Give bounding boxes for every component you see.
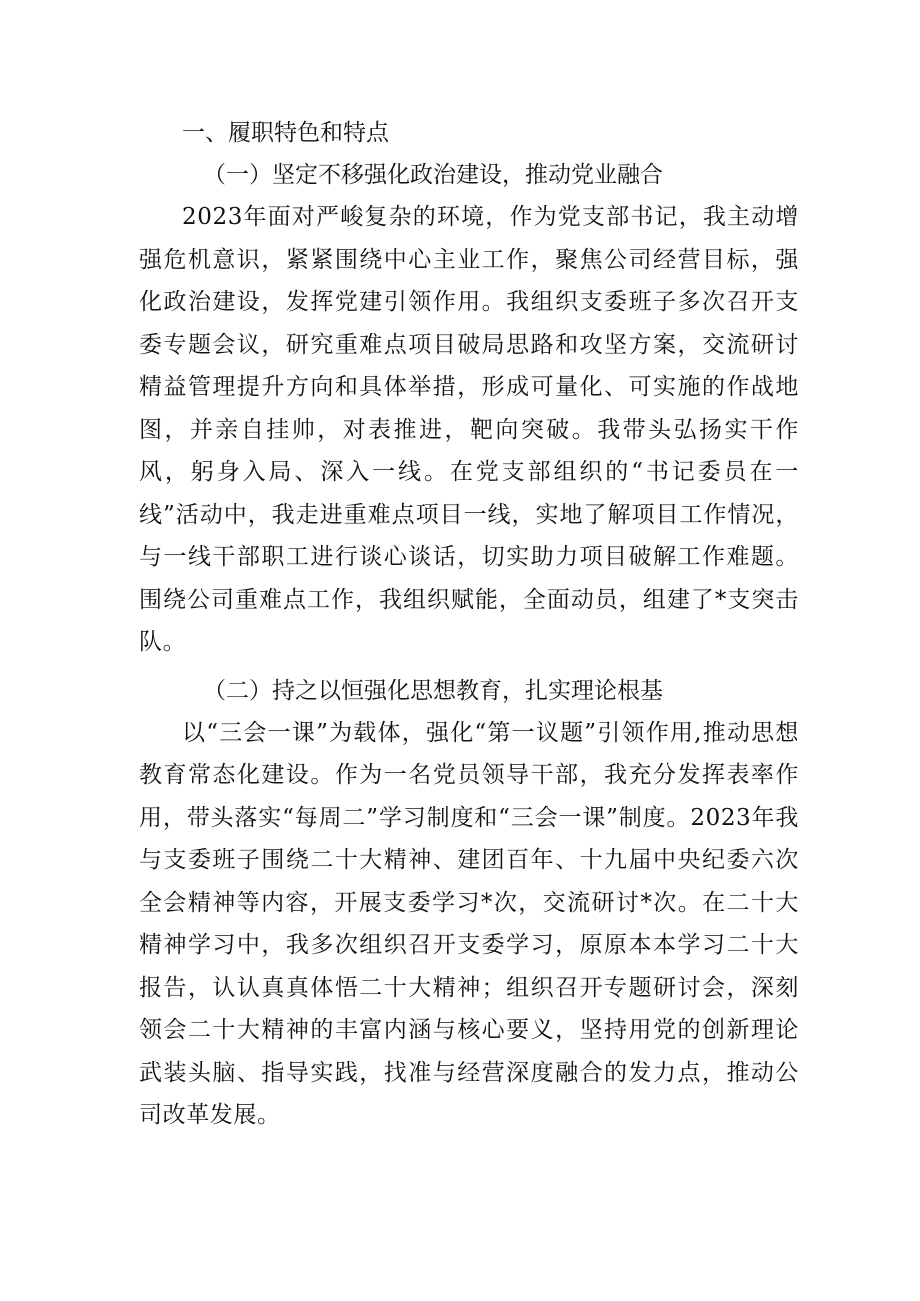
subsection-1-paragraph: 2023年面对严峻复杂的环境，作为党支部书记，我主动增强危机意识，紧紧围绕中心主业工作，聚焦公司经营目标，强化政治建设，发挥党建引领作用。我组织支委班子多次召开支委专题会议，研究重难点项目破局思路和攻坚方案，交流研讨精益管理提升方向和具体举措，形成可量化、可实施的作战地图，并亲自挂帅，对表推进，靶向突破。我带头弘扬实干作风，躬身入局、深入一线。在党支部组织的“书记委员在一线”活动中，我走进重难点项目一线，实地了解项目工作情况，与一线干部职工进行谈心谈话，切实助力项目破解工作难题。围绕公司重难点工作，我组织赋能，全面动员，组建了*支突击队。 — [139, 204, 799, 655]
document-body — [139, 112, 799, 1137]
section-title: 一、履职特色和特点 — [182, 120, 389, 146]
subsection-2-heading: （二）持之以恒强化思想教育，扎实理论根基 — [203, 677, 663, 704]
subsection-2-paragraph: 以“三会一课”为载体，强化“第一议题”引领作用,推动思想教育常态化建设。作为一名党员领导干部，我充分发挥表率作用，带头落实“每周二”学习制度和“三会一课”制度。2023年我与支委班子围绕二十大精神、建团百年、十九届中央纪委六次全会精神等内容，开展支委学习*次，交流研讨*次。在二十大精神学习中，我多次组织召开支委学习，原原本本学习二十大报告，认认真真体悟二十大精神；组织召开专题研讨会，深刻领会二十大精神的丰富内涵与核心要义，坚持用党的创新理论武装头脑、指导实践，找准与经营深度融合的发力点，推动公司改革发展。 — [139, 719, 799, 1128]
subsection-1-heading: （一）坚定不移强化政治建设，推动党业融合 — [203, 162, 663, 188]
